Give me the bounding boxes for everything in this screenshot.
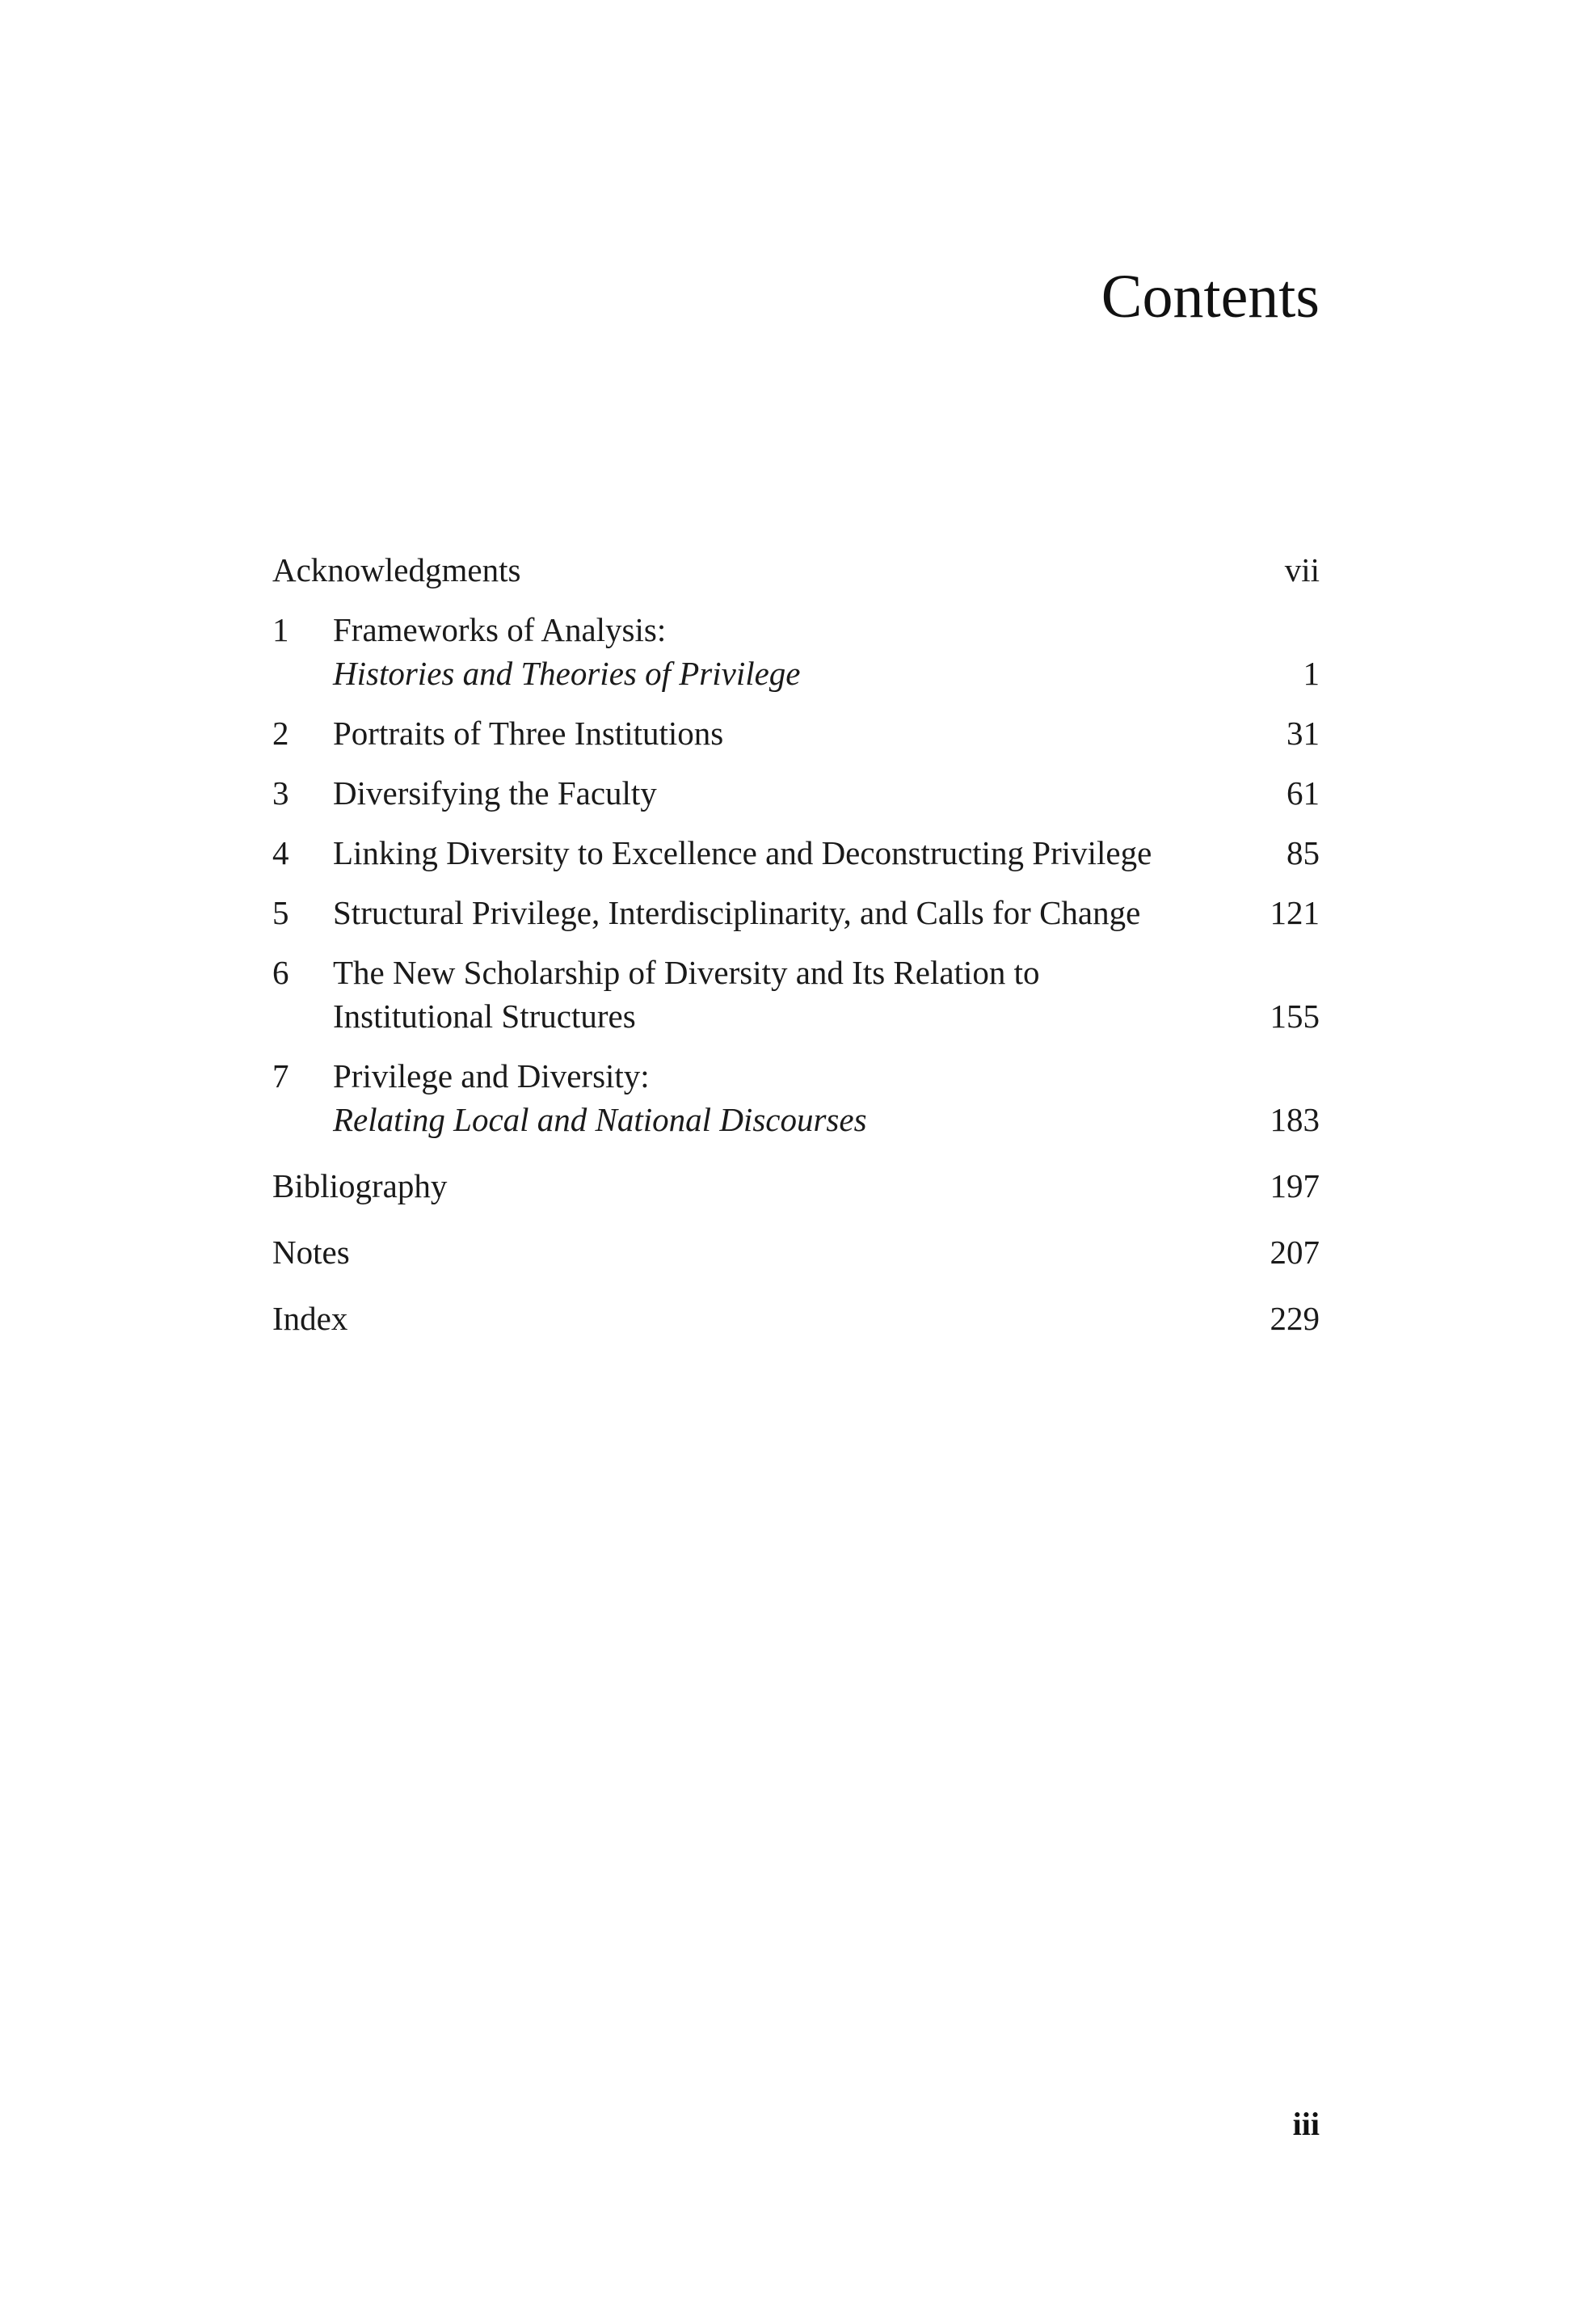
chapter-title: Diversifying the Faculty [333,774,657,812]
toc-entry-label [272,548,1275,592]
toc-page-number: 207 [1270,1234,1320,1271]
chapter-title: Privilege and Diversity: [333,1057,650,1095]
chapter-subtitle: Relating Local and National Discourses [333,1101,867,1138]
toc-entry-chapter-4[interactable] [272,831,1320,875]
toc-entry-index[interactable] [272,1297,1320,1340]
toc-entry-chapter-6[interactable] [272,951,1320,1038]
chapter-number: 5 [272,894,289,931]
toc-entry-chapter-3[interactable] [272,771,1320,815]
toc-page-number: 155 [1270,998,1320,1035]
chapter-title: Frameworks of Analysis: [333,611,667,648]
toc-page-number: 121 [1270,894,1320,931]
chapter-number: 2 [272,715,289,752]
chapter-subtitle: Histories and Theories of Privilege [333,655,801,692]
chapter-number: 6 [272,954,289,991]
toc-page-number: 1 [1303,655,1320,692]
chapter-number: 1 [272,611,289,648]
toc-page-number: 61 [1286,774,1320,812]
toc-entry-label [333,891,1261,934]
toc-page-number: 229 [1270,1300,1320,1337]
toc-entry-chapter-7[interactable] [272,1054,1320,1141]
toc-page-number: 183 [1270,1101,1320,1138]
toc-entry-chapter-2[interactable] [272,711,1320,755]
toc-entry-label [272,1297,1261,1340]
toc-entry-bibliography[interactable] [272,1164,1320,1208]
toc-page-number: 31 [1286,715,1320,752]
toc-entry-chapter-5[interactable] [272,891,1320,934]
page-title: Contents [1101,263,1320,331]
chapter-number: 4 [272,834,289,871]
toc-entry-title: Bibliography [272,1167,448,1204]
toc-entry-label [333,608,1294,695]
toc-page-number: vii [1284,551,1320,588]
chapter-title-continued: Institutional Structures [333,998,636,1035]
chapter-title: The New Scholarship of Diversity and Its Relation to [333,954,1040,991]
page-number-folio: iii [1292,2106,1320,2142]
toc-entry-acknowledgments[interactable] [272,548,1320,592]
table-of-contents [272,548,1320,1340]
chapter-number: 7 [272,1057,289,1095]
toc-page-number: 197 [1270,1167,1320,1204]
toc-page-number: 85 [1286,834,1320,871]
toc-entry-title: Notes [272,1234,350,1271]
toc-entry-notes[interactable] [272,1230,1320,1274]
toc-entry-label [333,771,1277,815]
chapter-title: Structural Privilege, Interdisciplinarity, and Calls for Change [333,894,1141,931]
toc-entry-label [333,831,1277,875]
toc-entry-label [333,1054,1261,1141]
toc-entry-label [333,711,1277,755]
chapter-number: 3 [272,774,289,812]
toc-entry-chapter-1[interactable] [272,608,1320,695]
chapter-title: Portraits of Three Institutions [333,715,724,752]
toc-entry-label [333,951,1261,1038]
toc-entry-title: Acknowledgments [272,551,521,588]
chapter-title: Linking Diversity to Excellence and Deconstructing Privilege [333,834,1152,871]
toc-entry-title: Index [272,1300,348,1337]
toc-entry-label [272,1230,1261,1274]
toc-entry-label [272,1164,1261,1208]
